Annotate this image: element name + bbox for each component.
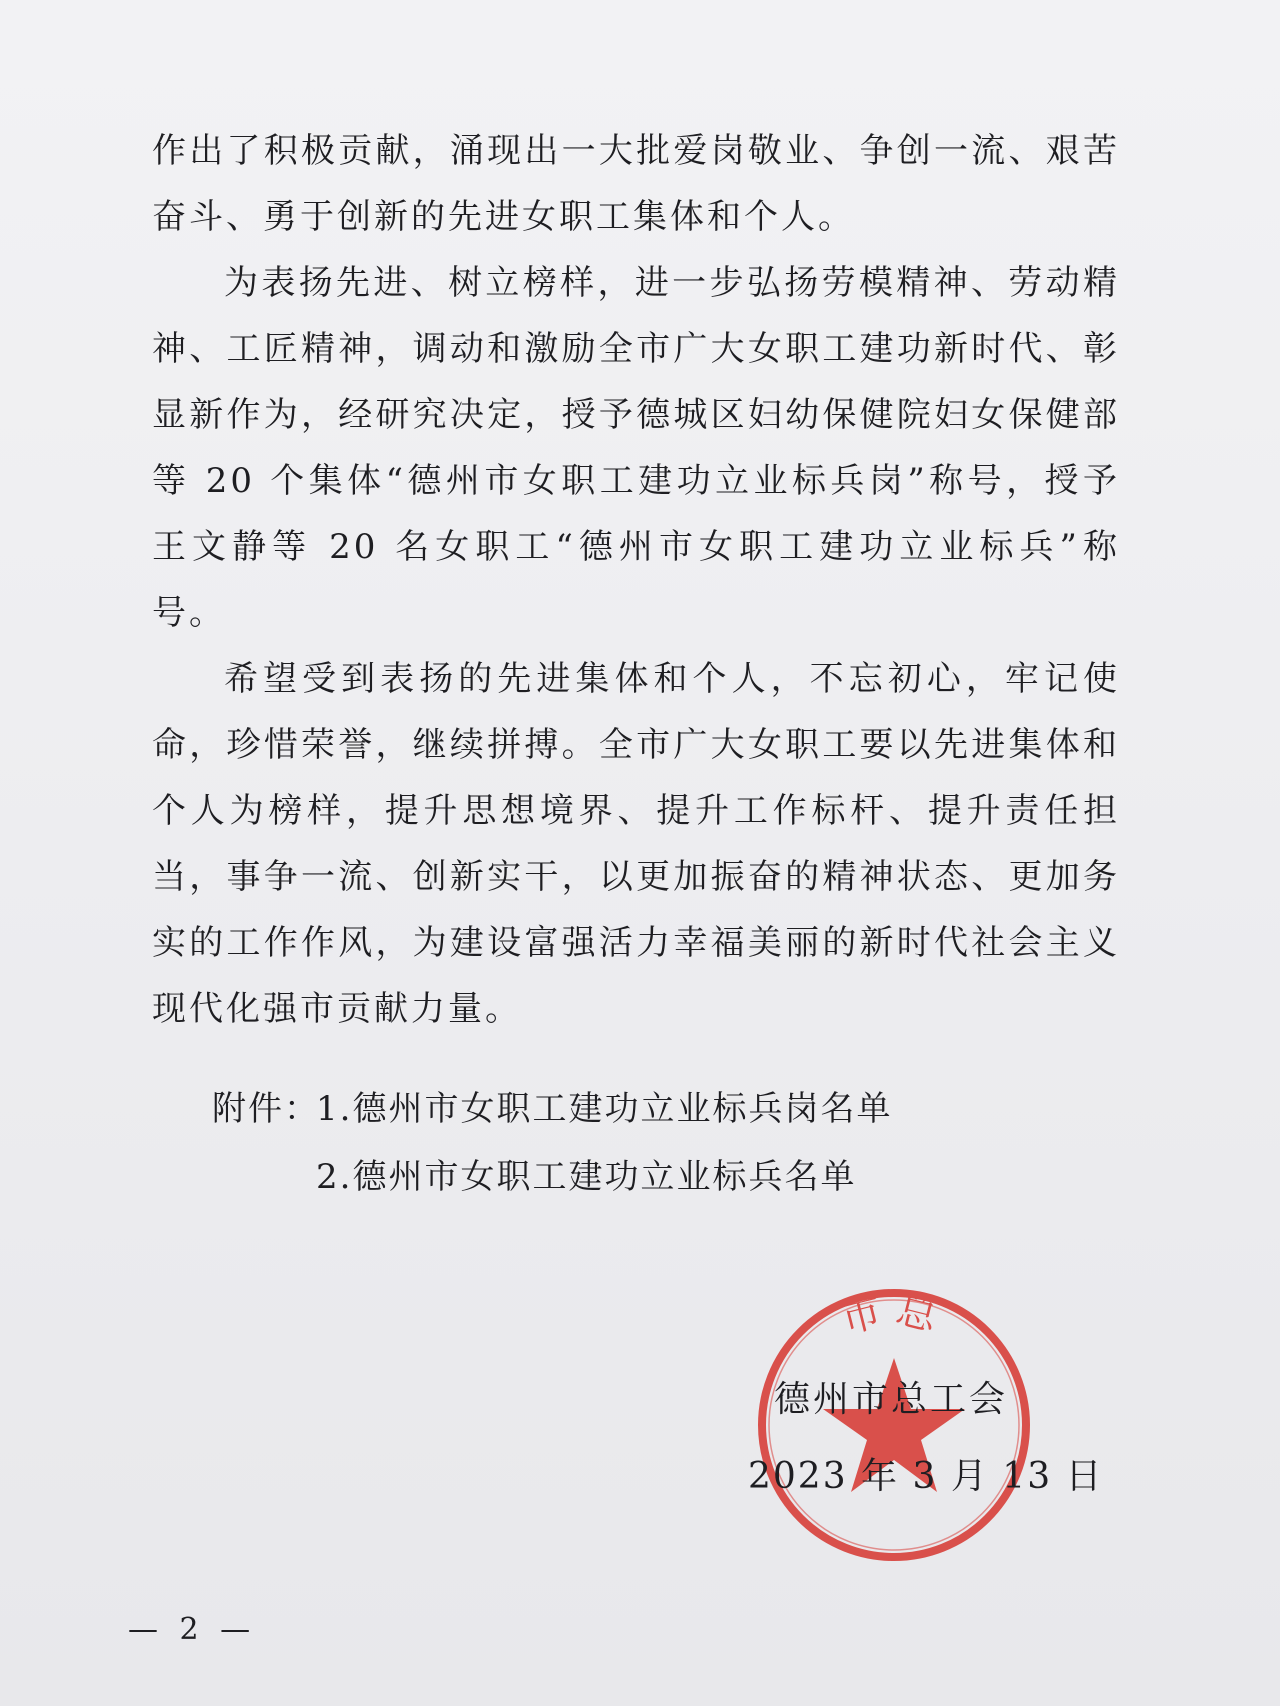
attachments-label: 附件： bbox=[212, 1089, 320, 1129]
paragraph-commendation: 为表扬先进、树立榜样，进一步弘扬劳模精神、劳动精神、工匠精神，调动和激励全市广大女职工建功新时代、彰显新作为，经研究决定，授予德城区妇幼保健院妇女保健部等 20 个集体“德州市女职工建功立业标兵岗”称号，授予王文静等 20 名女职工“德州市女职工建功立业标兵”称号。 bbox=[152, 263, 1120, 633]
official-seal bbox=[753, 1284, 1035, 1566]
attachment-row bbox=[212, 1143, 892, 1211]
attachment-item: 1.德州市女职工建功立业标兵岗名单 bbox=[316, 1089, 893, 1129]
paragraph-continued: 作出了积极贡献，涌现出一大批爱岗敬业、争创一流、艰苦奋斗、勇于创新的先进女职工集体和个人。 bbox=[152, 131, 1120, 237]
attachment-item: 2.德州市女职工建功立业标兵名单 bbox=[316, 1157, 857, 1197]
attachments-list bbox=[212, 1075, 892, 1211]
page-number: — 2 — bbox=[128, 1612, 257, 1647]
document-body bbox=[152, 118, 1120, 1042]
seal-arc-text: 市总 bbox=[836, 1286, 952, 1343]
attachment-row bbox=[212, 1075, 892, 1143]
signing-date: 2023 年 3 月 13 日 bbox=[748, 1456, 1104, 1497]
signing-organization: 德州市总工会 bbox=[774, 1379, 1009, 1420]
paragraph-expectation: 希望受到表扬的先进集体和个人，不忘初心，牢记使命，珍惜荣誉，继续拼搏。全市广大女职工要以先进集体和个人为榜样，提升思想境界、提升工作标杆、提升责任担当，事争一流、创新实干，以更加振奋的精神状态、更加务实的工作作风，为建设富强活力幸福美丽的新时代社会主义现代化强市贡献力量。 bbox=[152, 659, 1120, 1029]
